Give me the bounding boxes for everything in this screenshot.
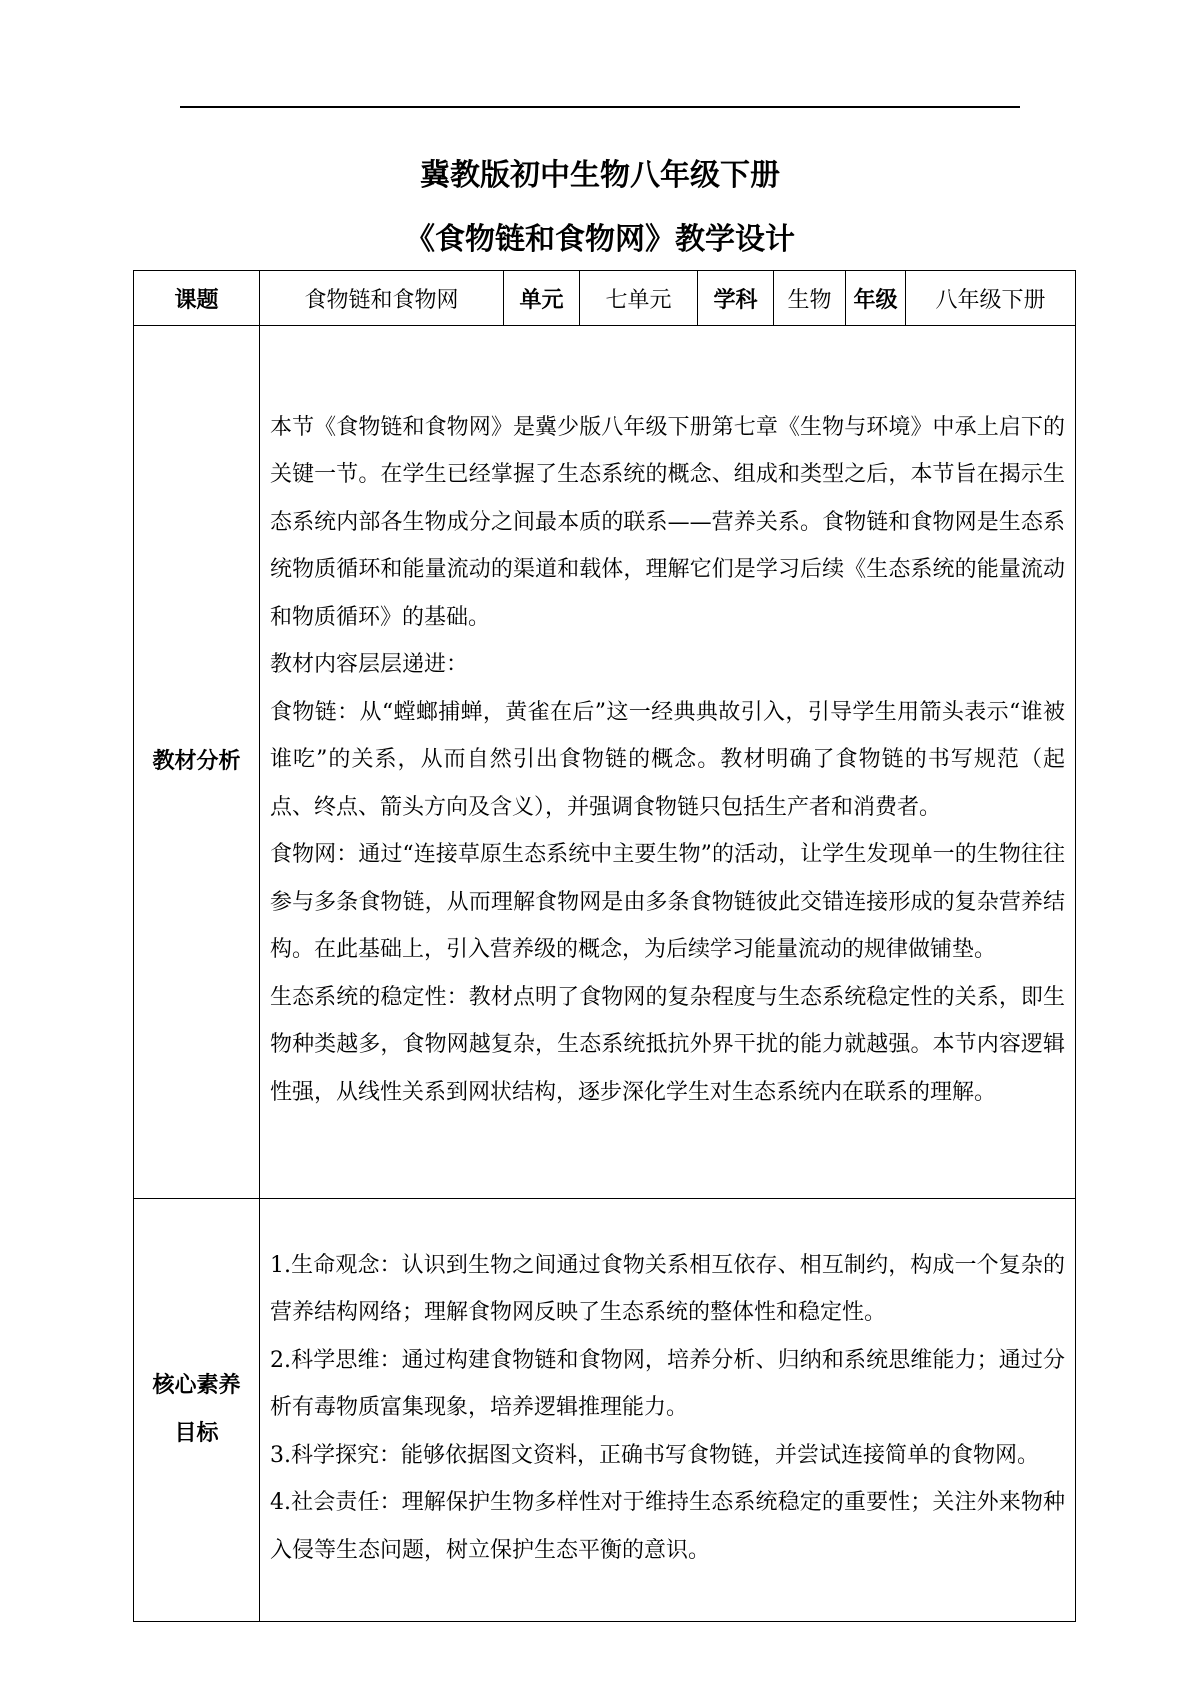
- unit-value: 七单元: [580, 271, 698, 326]
- analysis-paragraph: 本节《食物链和食物网》是冀少版八年级下册第七章《生物与环境》中承上启下的关键一节。在学生已经掌握了生态系统的概念、组成和类型之后，本节旨在揭示生态系统内部各生物成分之间最本质的联系——营养关系。食物链和食物网是生态系统物质循环和能量流动的渠道和载体，理解它们是学习后续《生态系统的能量流动和物质循环》的基础。: [270, 414, 1065, 630]
- goal-item: 1.生命观念：认识到生物之间通过食物关系相互依存、相互制约，构成一个复杂的营养结构网络；理解食物网反映了生态系统的整体性和稳定性。: [270, 1252, 1065, 1326]
- goals-label-line: 核心素养: [152, 1373, 241, 1398]
- topic-value: 食物链和食物网: [260, 271, 504, 326]
- subject-value: 生物: [774, 271, 846, 326]
- analysis-paragraph: 生态系统的稳定性：教材点明了食物网的复杂程度与生态系统稳定性的关系，即生物种类越多，食物网越复杂，生态系统抵抗外界干扰的能力就越强。本节内容逻辑性强，从线性关系到网状结构，逐步深化学生对生态系统内在联系的理解。: [270, 984, 1065, 1105]
- document-subtitle: 《食物链和食物网》教学设计: [405, 222, 795, 257]
- goals-label: [134, 1199, 260, 1622]
- analysis-paragraph: 食物网：通过“连接草原生态系统中主要生物”的活动，让学生发现单一的生物往往参与多条食物链，从而理解食物网是由多条食物链彼此交错连接形成的复杂营养结构。在此基础上，引入营养级的概念，为后续学习能量流动的规律做铺垫。: [270, 842, 1065, 963]
- topic-label: 课题: [134, 271, 260, 326]
- unit-label: 单元: [504, 271, 580, 326]
- analysis-paragraph: 食物链：从“螳螂捕蝉，黄雀在后”这一经典典故引入，引导学生用箭头表示“谁被谁吃”的关系，从而自然引出食物链的概念。教材明确了食物链的书写规范（起点、终点、箭头方向及含义），并强调食物链只包括生产者和消费者。: [270, 699, 1065, 820]
- analysis-content: [260, 326, 1076, 1199]
- grade-value: 八年级下册: [906, 271, 1076, 326]
- goal-item: 3.科学探究：能够依据图文资料，正确书写食物链，并尝试连接简单的食物网。: [270, 1442, 1039, 1468]
- grade-label: 年级: [846, 271, 906, 326]
- analysis-paragraph: 教材内容层层递进：: [270, 652, 469, 678]
- goal-item: 2.科学思维：通过构建食物链和食物网，培养分析、归纳和系统思维能力；通过分析有毒物质富集现象，培养逻辑推理能力。: [270, 1347, 1065, 1421]
- header-rule: [180, 106, 1020, 108]
- document-title: 冀教版初中生物八年级下册: [420, 158, 780, 193]
- goals-row: [134, 1199, 1076, 1622]
- subject-label: 学科: [698, 271, 774, 326]
- analysis-label: 教材分析: [134, 326, 260, 1199]
- lesson-design-table: [133, 270, 1076, 1622]
- analysis-row: [134, 326, 1076, 1199]
- goal-item: 4.社会责任：理解保护生物多样性对于维持生态系统稳定的重要性；关注外来物种入侵等生态问题，树立保护生态平衡的意识。: [270, 1490, 1065, 1563]
- goals-content: [260, 1199, 1076, 1622]
- header-row: [134, 271, 1076, 326]
- goals-label-line: 目标: [174, 1421, 219, 1446]
